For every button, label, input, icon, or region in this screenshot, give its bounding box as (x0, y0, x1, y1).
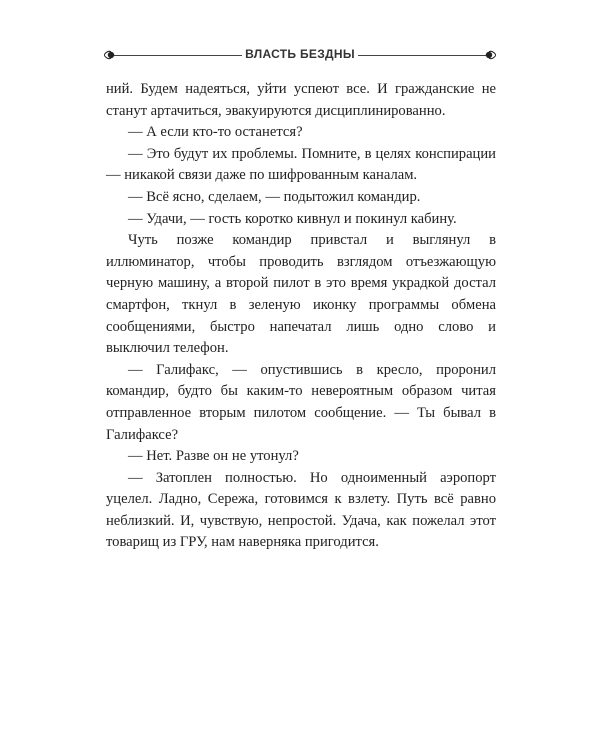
paragraph: — А если кто-то останется? (128, 124, 303, 141)
paragraph: — Это будут их проблемы. Помните, в целях конспирации — никакой связи даже по шифрованным каналам. (106, 145, 496, 184)
paragraph: — Затоплен полностью. Но одноименный аэропорт уцелел. Ладно, Сережа, готовимся к взлету. Путь всё равно неблизкий. И, чувствую, непростой. Удача, как пожелал этот товарищ из ГРУ, нам наверняка пригодится. (106, 469, 496, 551)
ornament-right-icon (482, 49, 496, 61)
running-header (104, 44, 496, 66)
paragraph: — Галифакс, — опустившись в кресло, проронил командир, будто бы каким-то невероятным образом читая отправленное вторым пилотом сообщение. — Ты бывал в Галифаксе? (106, 361, 496, 443)
header-rule-left (114, 55, 242, 56)
paragraph: — Удачи, — гость коротко кивнул и покинул кабину. (128, 210, 457, 227)
paragraph: — Нет. Разве он не утонул? (128, 448, 299, 465)
header-title: ВЛАСТЬ БЕЗДНЫ (245, 47, 355, 61)
header-rule-right (358, 55, 486, 56)
body-text (106, 79, 496, 554)
paragraph: ний. Будем надеяться, уйти успеют все. И гражданские не станут артачиться, эвакуируются дисциплинированно. (106, 81, 496, 119)
paragraph: — Всё ясно, сделаем, — подытожил командир. (128, 188, 421, 205)
paragraph: Чуть позже командир привстал и выглянул в иллюминатор, чтобы проводить взглядом отъезжающую черную машину, а второй пилот в это время украдкой достал смартфон, ткнул в зеленую иконку программы обмена сообщениями, быстро напечатал лишь одно слово и выключил телефон. (106, 232, 496, 357)
